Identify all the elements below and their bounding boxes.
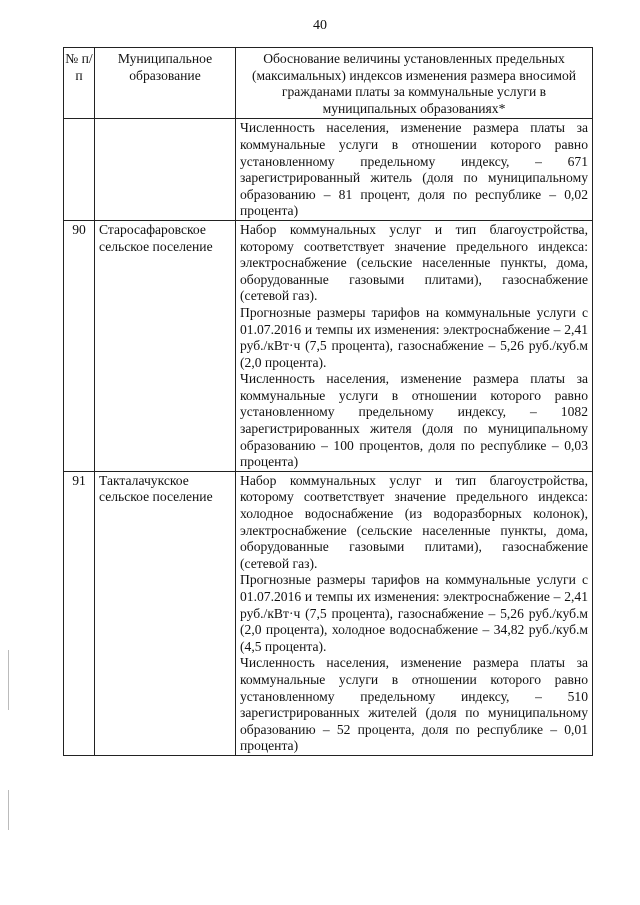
- justification-paragraph: Прогнозные размеры тарифов на коммунальные услуги с 01.07.2016 и темпы их изменения: электроснабжение – 2,41 руб./кВт·ч (7,5 процента), газоснабжение – 5,26 руб./куб.м (2,0 процента).: [240, 304, 588, 370]
- page-number: 40: [313, 18, 327, 33]
- cell-justification: [236, 119, 593, 221]
- cell-municipality-empty: [95, 119, 236, 221]
- cell-justification: [236, 471, 593, 755]
- cell-number: 90: [64, 220, 95, 471]
- scan-margin-mark: [8, 650, 9, 710]
- justification-paragraph: Набор коммунальных услуг и тип благоустройства, которому соответствует значение предельного индекса: холодное водоснабжение (из водоразборных колонок), электроснабжение (сельские населенные пункты, дома, оборудованные газовыми плитами), газоснабжение (сетевой газ).: [240, 472, 588, 571]
- justification-paragraph: Прогнозные размеры тарифов на коммунальные услуги с 01.07.2016 и темпы их изменения: электроснабжение – 2,41 руб./кВт·ч (7,5 процента), газоснабжение – 5,26 руб./куб.м (2,0 процента), холодное водоснабжение – 34,82 руб./куб.м (4,5 процента).: [240, 572, 588, 654]
- cell-number: 91: [64, 471, 95, 755]
- table-header-row: [64, 48, 593, 119]
- scan-margin-mark: [8, 790, 9, 830]
- justification-paragraph: Набор коммунальных услуг и тип благоустройства, которому соответствует значение предельного индекса: электроснабжение (сельские населенные пункты, дома, оборудованные газовыми плитами), газоснабжение (сетевой газ).: [240, 221, 588, 304]
- table-row-continuation: [64, 119, 593, 221]
- header-justification: Обоснование величины установленных предельных (максимальных) индексов изменения размера вносимой гражданами платы за коммунальные услуги в муниципальных образованиях*: [236, 48, 593, 119]
- cell-justification: [236, 220, 593, 471]
- table-row-91: [64, 471, 593, 755]
- cell-number-empty: [64, 119, 95, 221]
- cell-municipality: Такталачукское сельское поселение: [95, 471, 236, 755]
- cell-municipality: Старосафаровское сельское поселение: [95, 220, 236, 471]
- justification-paragraph: Численность населения, изменение размера платы за коммунальные услуги в отношении которого равно установленному предельному индексу, – 1082 зарегистрированных жителя (доля по муниципальному образованию – 100 процентов, доля по республике – 0,03 процента): [240, 371, 588, 470]
- table-row-90: [64, 220, 593, 471]
- justification-paragraph: Численность населения, изменение размера платы за коммунальные услуги в отношении которого равно установленному предельному индексу, – 671 зарегистрированный житель (доля по муниципальному образованию – 81 процент, доля по республике – 0,02 процента): [240, 120, 588, 219]
- header-municipality: Муниципальное образование: [95, 48, 236, 119]
- header-number: № п/п: [64, 48, 95, 119]
- indices-table: [63, 47, 593, 756]
- justification-paragraph: Численность населения, изменение размера платы за коммунальные услуги в отношении которого равно установленному предельному индексу, – 510 зарегистрированных жителей (доля по муниципальному образованию – 52 процента, доля по республике – 0,01 процента): [240, 655, 588, 754]
